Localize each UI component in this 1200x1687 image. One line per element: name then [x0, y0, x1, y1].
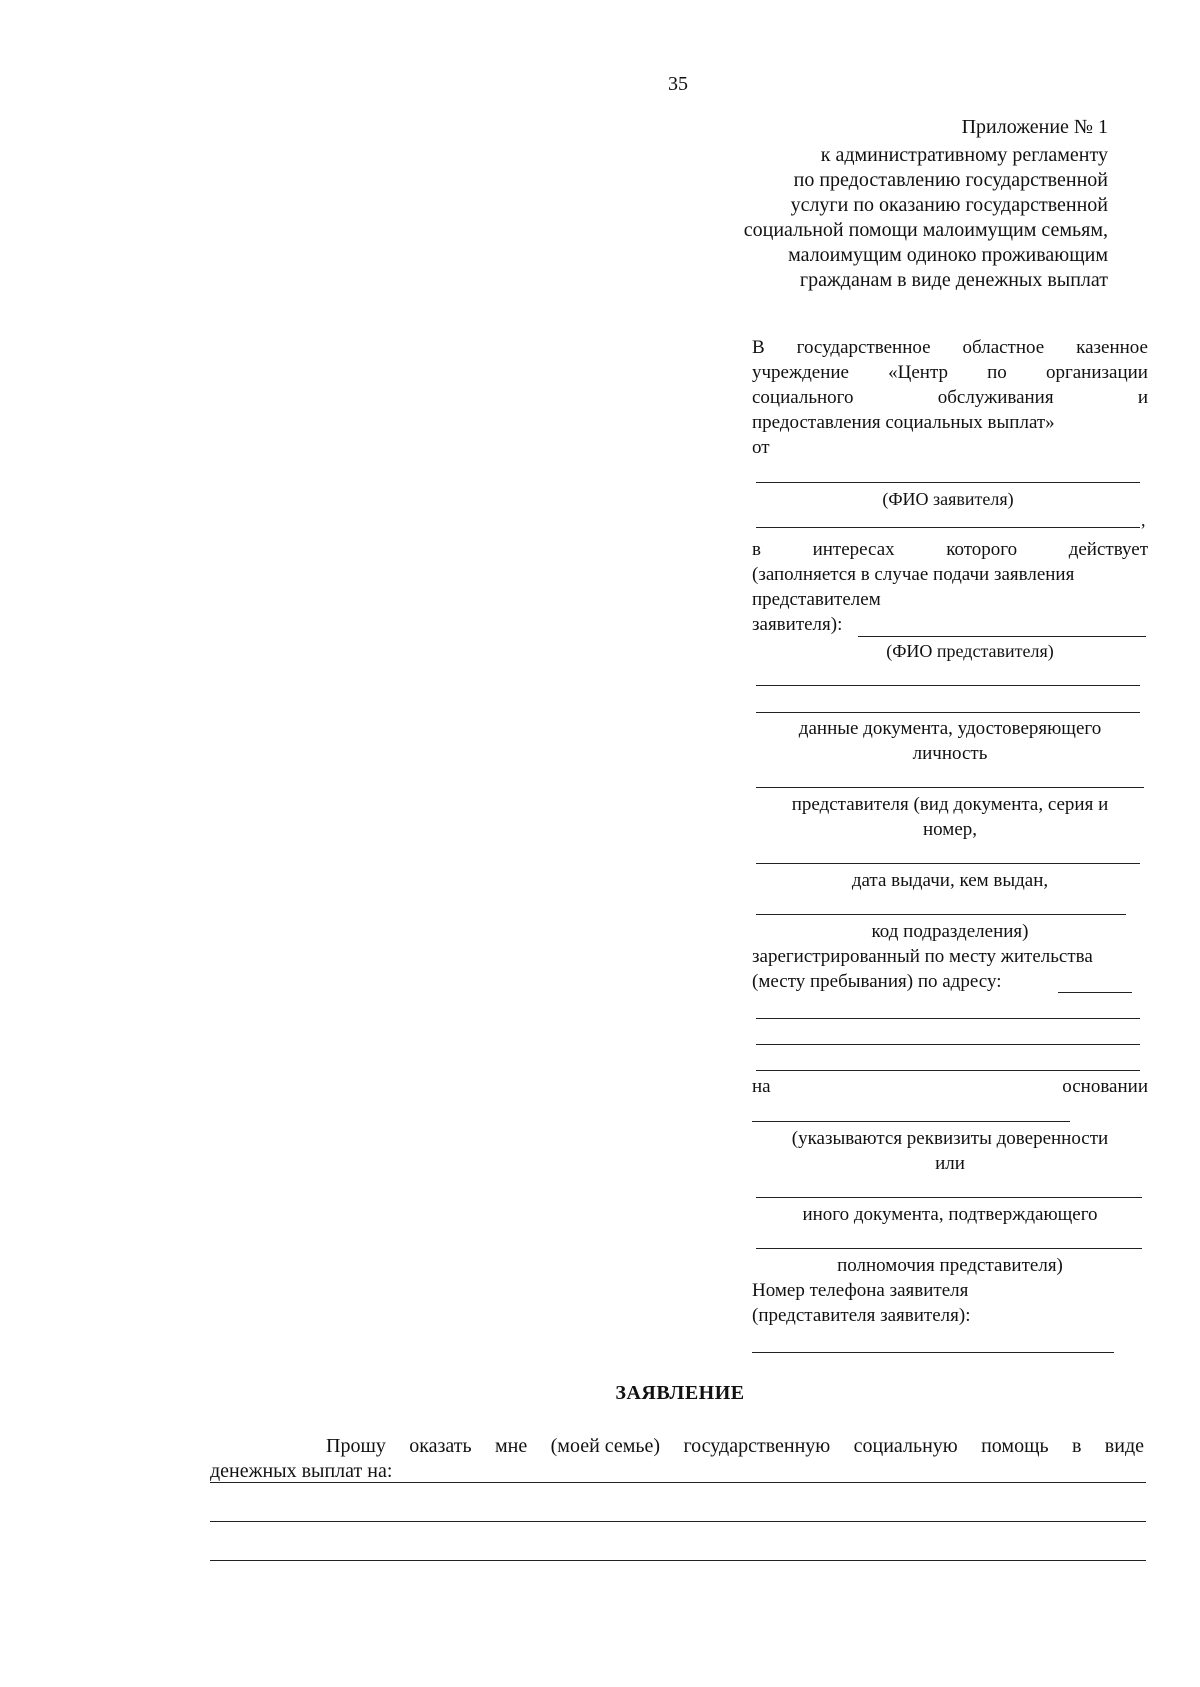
appendix-line: к административному регламенту	[820, 144, 1108, 166]
word: (моей семье)	[550, 1435, 661, 1457]
word: обслуживания	[937, 387, 1054, 408]
word: действует	[1068, 539, 1148, 560]
word: мне	[495, 1435, 528, 1457]
appendix-line: услуги по оказанию государственной	[790, 194, 1108, 216]
word: Прошу	[326, 1435, 386, 1457]
address-line[interactable]	[756, 1018, 1140, 1019]
power-caption: или	[935, 1153, 965, 1174]
phone-line[interactable]	[752, 1352, 1114, 1353]
address-line[interactable]	[756, 1044, 1140, 1045]
applicant-fio-line[interactable]	[756, 482, 1140, 483]
statement-line-2: денежных выплат на:	[210, 1460, 393, 1482]
power-caption: (указываются реквизиты доверенности	[791, 1128, 1109, 1149]
blank-line[interactable]	[756, 914, 1126, 915]
statement-heading: ЗАЯВЛЕНИЕ	[615, 1382, 745, 1404]
power-caption: полномочия представителя)	[837, 1255, 1063, 1276]
word: оказать	[409, 1435, 472, 1457]
address-line[interactable]	[756, 1070, 1140, 1071]
phone-label: Номер телефона заявителя	[752, 1280, 969, 1301]
addressee-line-3	[752, 386, 1148, 410]
word: «Центр	[888, 362, 948, 383]
word: социального	[752, 387, 854, 408]
doc-caption: номер,	[922, 819, 977, 840]
word: которого	[946, 539, 1018, 560]
basis-line	[752, 1075, 1148, 1099]
appendix-line: гражданам в виде денежных выплат	[799, 269, 1108, 291]
blank-line[interactable]	[756, 787, 1144, 788]
representative-fio-line[interactable]	[858, 636, 1146, 637]
word: в	[752, 539, 761, 560]
word: учреждение	[752, 362, 849, 383]
appendix-line: малоимущим одиноко проживающим	[788, 244, 1108, 266]
blank-line[interactable]	[756, 863, 1140, 864]
appendix-line: социальной помощи малоимущим семьям,	[743, 219, 1108, 241]
representative-fio-caption: (ФИО представителя)	[886, 641, 1054, 661]
statement-line-1	[326, 1434, 1144, 1459]
doc-caption: данные документа, удостоверяющего	[798, 718, 1102, 739]
blank-line[interactable]	[756, 685, 1140, 686]
registered-text: зарегистрированный по месту жительства	[752, 946, 1093, 967]
interests-line	[752, 538, 1148, 562]
word: и	[1137, 387, 1148, 408]
blank-line[interactable]	[756, 1248, 1142, 1249]
word: казенное	[1076, 337, 1148, 358]
applicant-fio-caption: (ФИО заявителя)	[882, 489, 1014, 509]
word: В	[752, 337, 765, 358]
blank-line[interactable]	[756, 712, 1140, 713]
word: областное	[962, 337, 1045, 358]
phone-label: (представителя заявителя):	[752, 1305, 971, 1326]
from-label: от	[752, 437, 770, 458]
word: государственное	[796, 337, 931, 358]
addressee-line-2	[752, 361, 1148, 385]
word: в	[1071, 1435, 1082, 1457]
appendix-title: Приложение № 1	[961, 116, 1108, 138]
word: интересах	[812, 539, 895, 560]
fill-note: заявителя):	[752, 614, 843, 635]
doc-caption: личность	[912, 743, 988, 764]
doc-caption: представителя (вид документа, серия и	[791, 794, 1109, 815]
power-caption: иного документа, подтверждающего	[802, 1204, 1098, 1225]
addressee-line-4: предоставления социальных выплат»	[752, 412, 1055, 433]
registered-text: (месту пребывания) по адресу:	[752, 971, 1002, 992]
page-number: 35	[668, 73, 688, 95]
fill-note: представителем	[752, 589, 881, 610]
blank-line[interactable]	[756, 1197, 1142, 1198]
statement-blank-line[interactable]	[210, 1560, 1146, 1561]
word: виде	[1104, 1435, 1144, 1457]
doc-caption: код подразделения)	[871, 921, 1029, 942]
word: на	[752, 1076, 771, 1097]
word: основании	[1062, 1076, 1148, 1097]
appendix-line: по предоставлению государственной	[793, 169, 1108, 191]
word: государственную	[683, 1435, 831, 1457]
word: по	[987, 362, 1007, 383]
word: социальную	[853, 1435, 958, 1457]
statement-blank-line[interactable]	[210, 1521, 1146, 1522]
addressee-line-1	[752, 336, 1148, 360]
fill-note: (заполняется в случае подачи заявления	[752, 564, 1075, 585]
word: организации	[1045, 362, 1148, 383]
comma: ,	[1141, 510, 1146, 530]
basis-blank-line[interactable]	[752, 1121, 1070, 1122]
statement-blank-line[interactable]	[210, 1482, 1146, 1483]
applicant-fio-line-2[interactable]	[756, 527, 1140, 528]
doc-caption: дата выдачи, кем выдан,	[851, 870, 1049, 891]
address-line[interactable]	[1058, 992, 1132, 993]
word: помощь	[981, 1435, 1049, 1457]
